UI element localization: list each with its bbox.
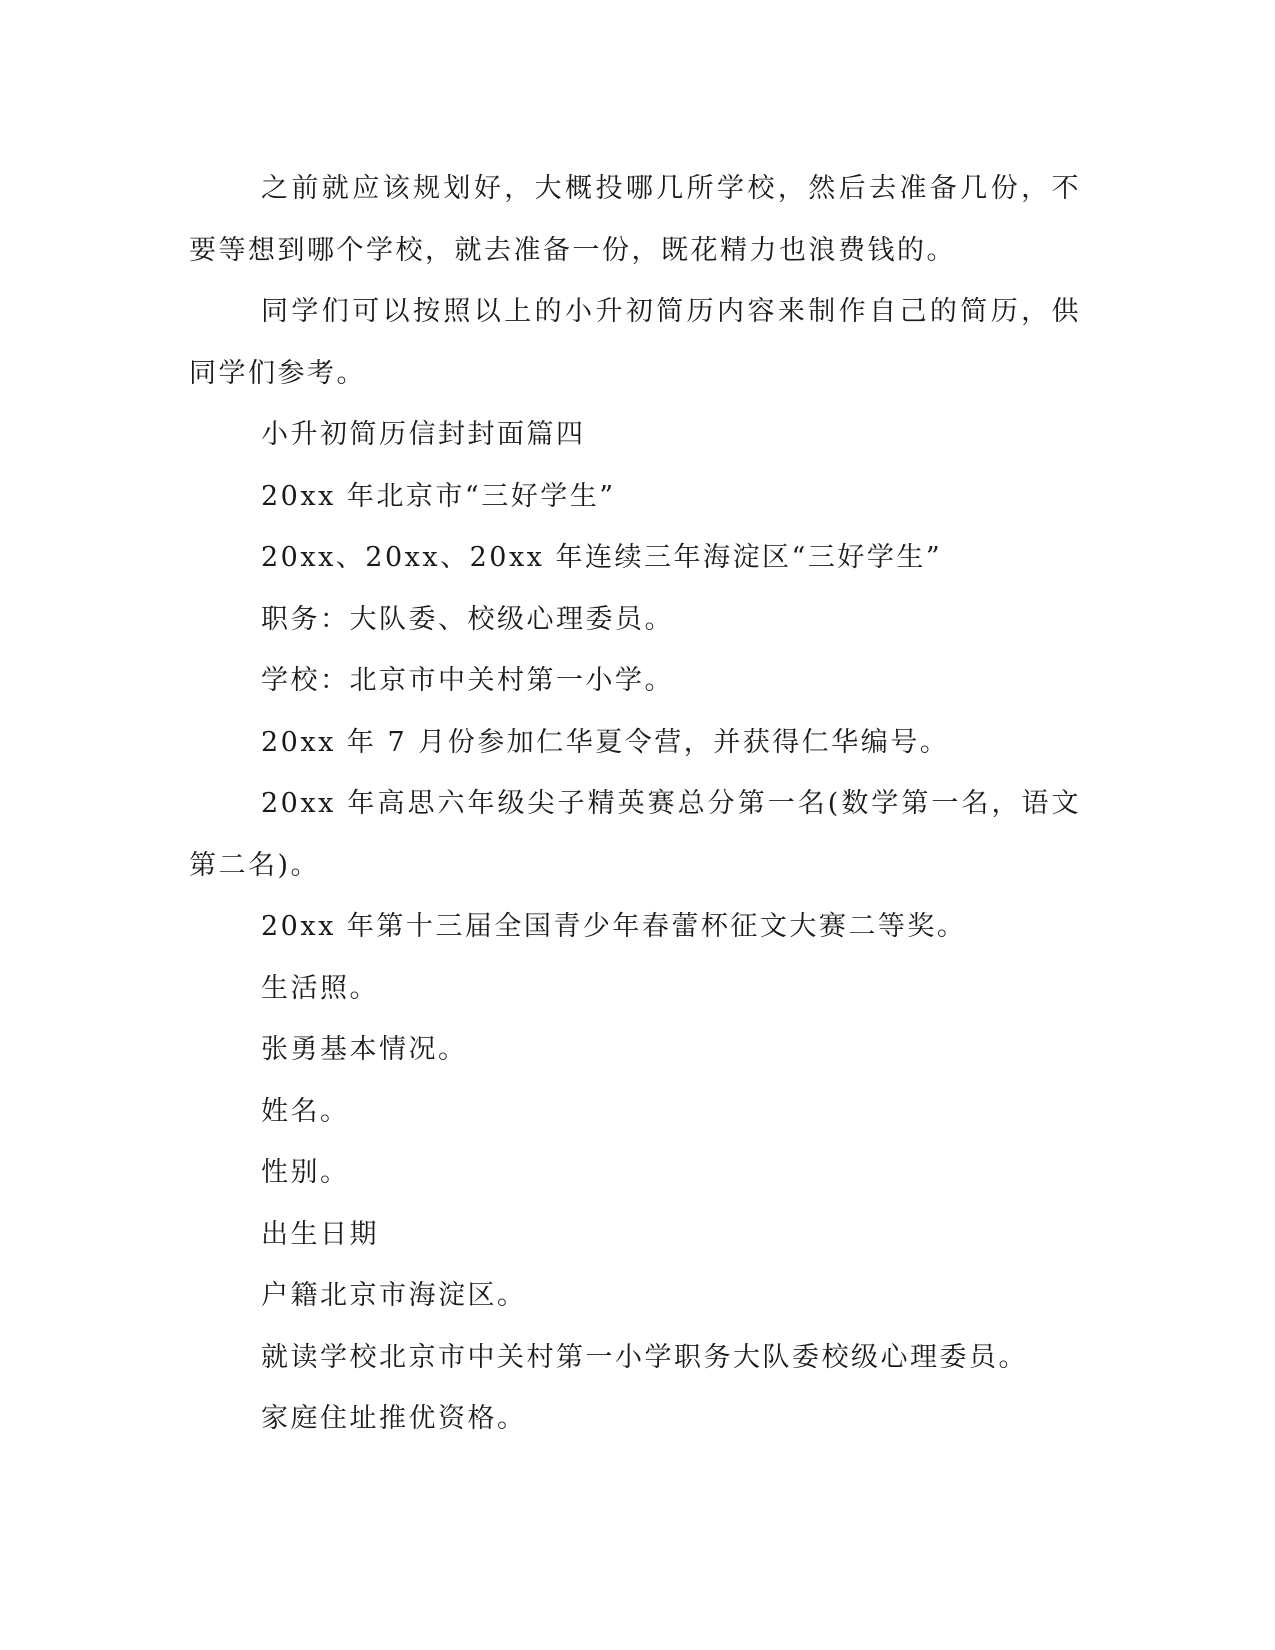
paragraph: 20xx 年高思六年级尖子精英赛总分第一名(数学第一名，语文第二名)。 xyxy=(189,788,1081,881)
paragraph: 20xx 年北京市“三好学生” xyxy=(261,480,616,512)
paragraph: 生活照。 xyxy=(261,972,379,1004)
paragraph: 姓名。 xyxy=(261,1095,350,1127)
paragraph: 20xx 年第十三届全国青少年春蕾杯征文大赛二等奖。 xyxy=(261,911,967,942)
paragraph: 20xx、20xx、20xx 年连续三年海淀区“三好学生” xyxy=(261,542,943,573)
paragraph: 户籍北京市海淀区。 xyxy=(261,1280,527,1311)
paragraph: 出生日期 xyxy=(261,1218,379,1250)
paragraph: 家庭住址推优资格。 xyxy=(261,1403,527,1434)
paragraph: 之前就应该规划好，大概投哪几所学校，然后去准备几份，不要等想到哪个学校，就去准备一份，既花精力也浪费钱的。 xyxy=(189,173,1081,266)
paragraph: 20xx 年 7 月份参加仁华夏令营，并获得仁华编号。 xyxy=(261,726,950,758)
paragraph: 张勇基本情况。 xyxy=(261,1034,468,1065)
paragraph: 同学们可以按照以上的小升初简历内容来制作自己的简历，供同学们参考。 xyxy=(189,296,1081,389)
document-body xyxy=(189,158,1081,1450)
paragraph: 就读学校北京市中关村第一小学职务大队委校级心理委员。 xyxy=(261,1341,1028,1373)
paragraph: 性别。 xyxy=(261,1157,350,1188)
paragraph: 职务：大队委、校级心理委员。 xyxy=(261,603,674,635)
paragraph: 学校：北京市中关村第一小学。 xyxy=(261,665,674,696)
section-heading: 小升初简历信封封面篇四 xyxy=(261,419,586,450)
